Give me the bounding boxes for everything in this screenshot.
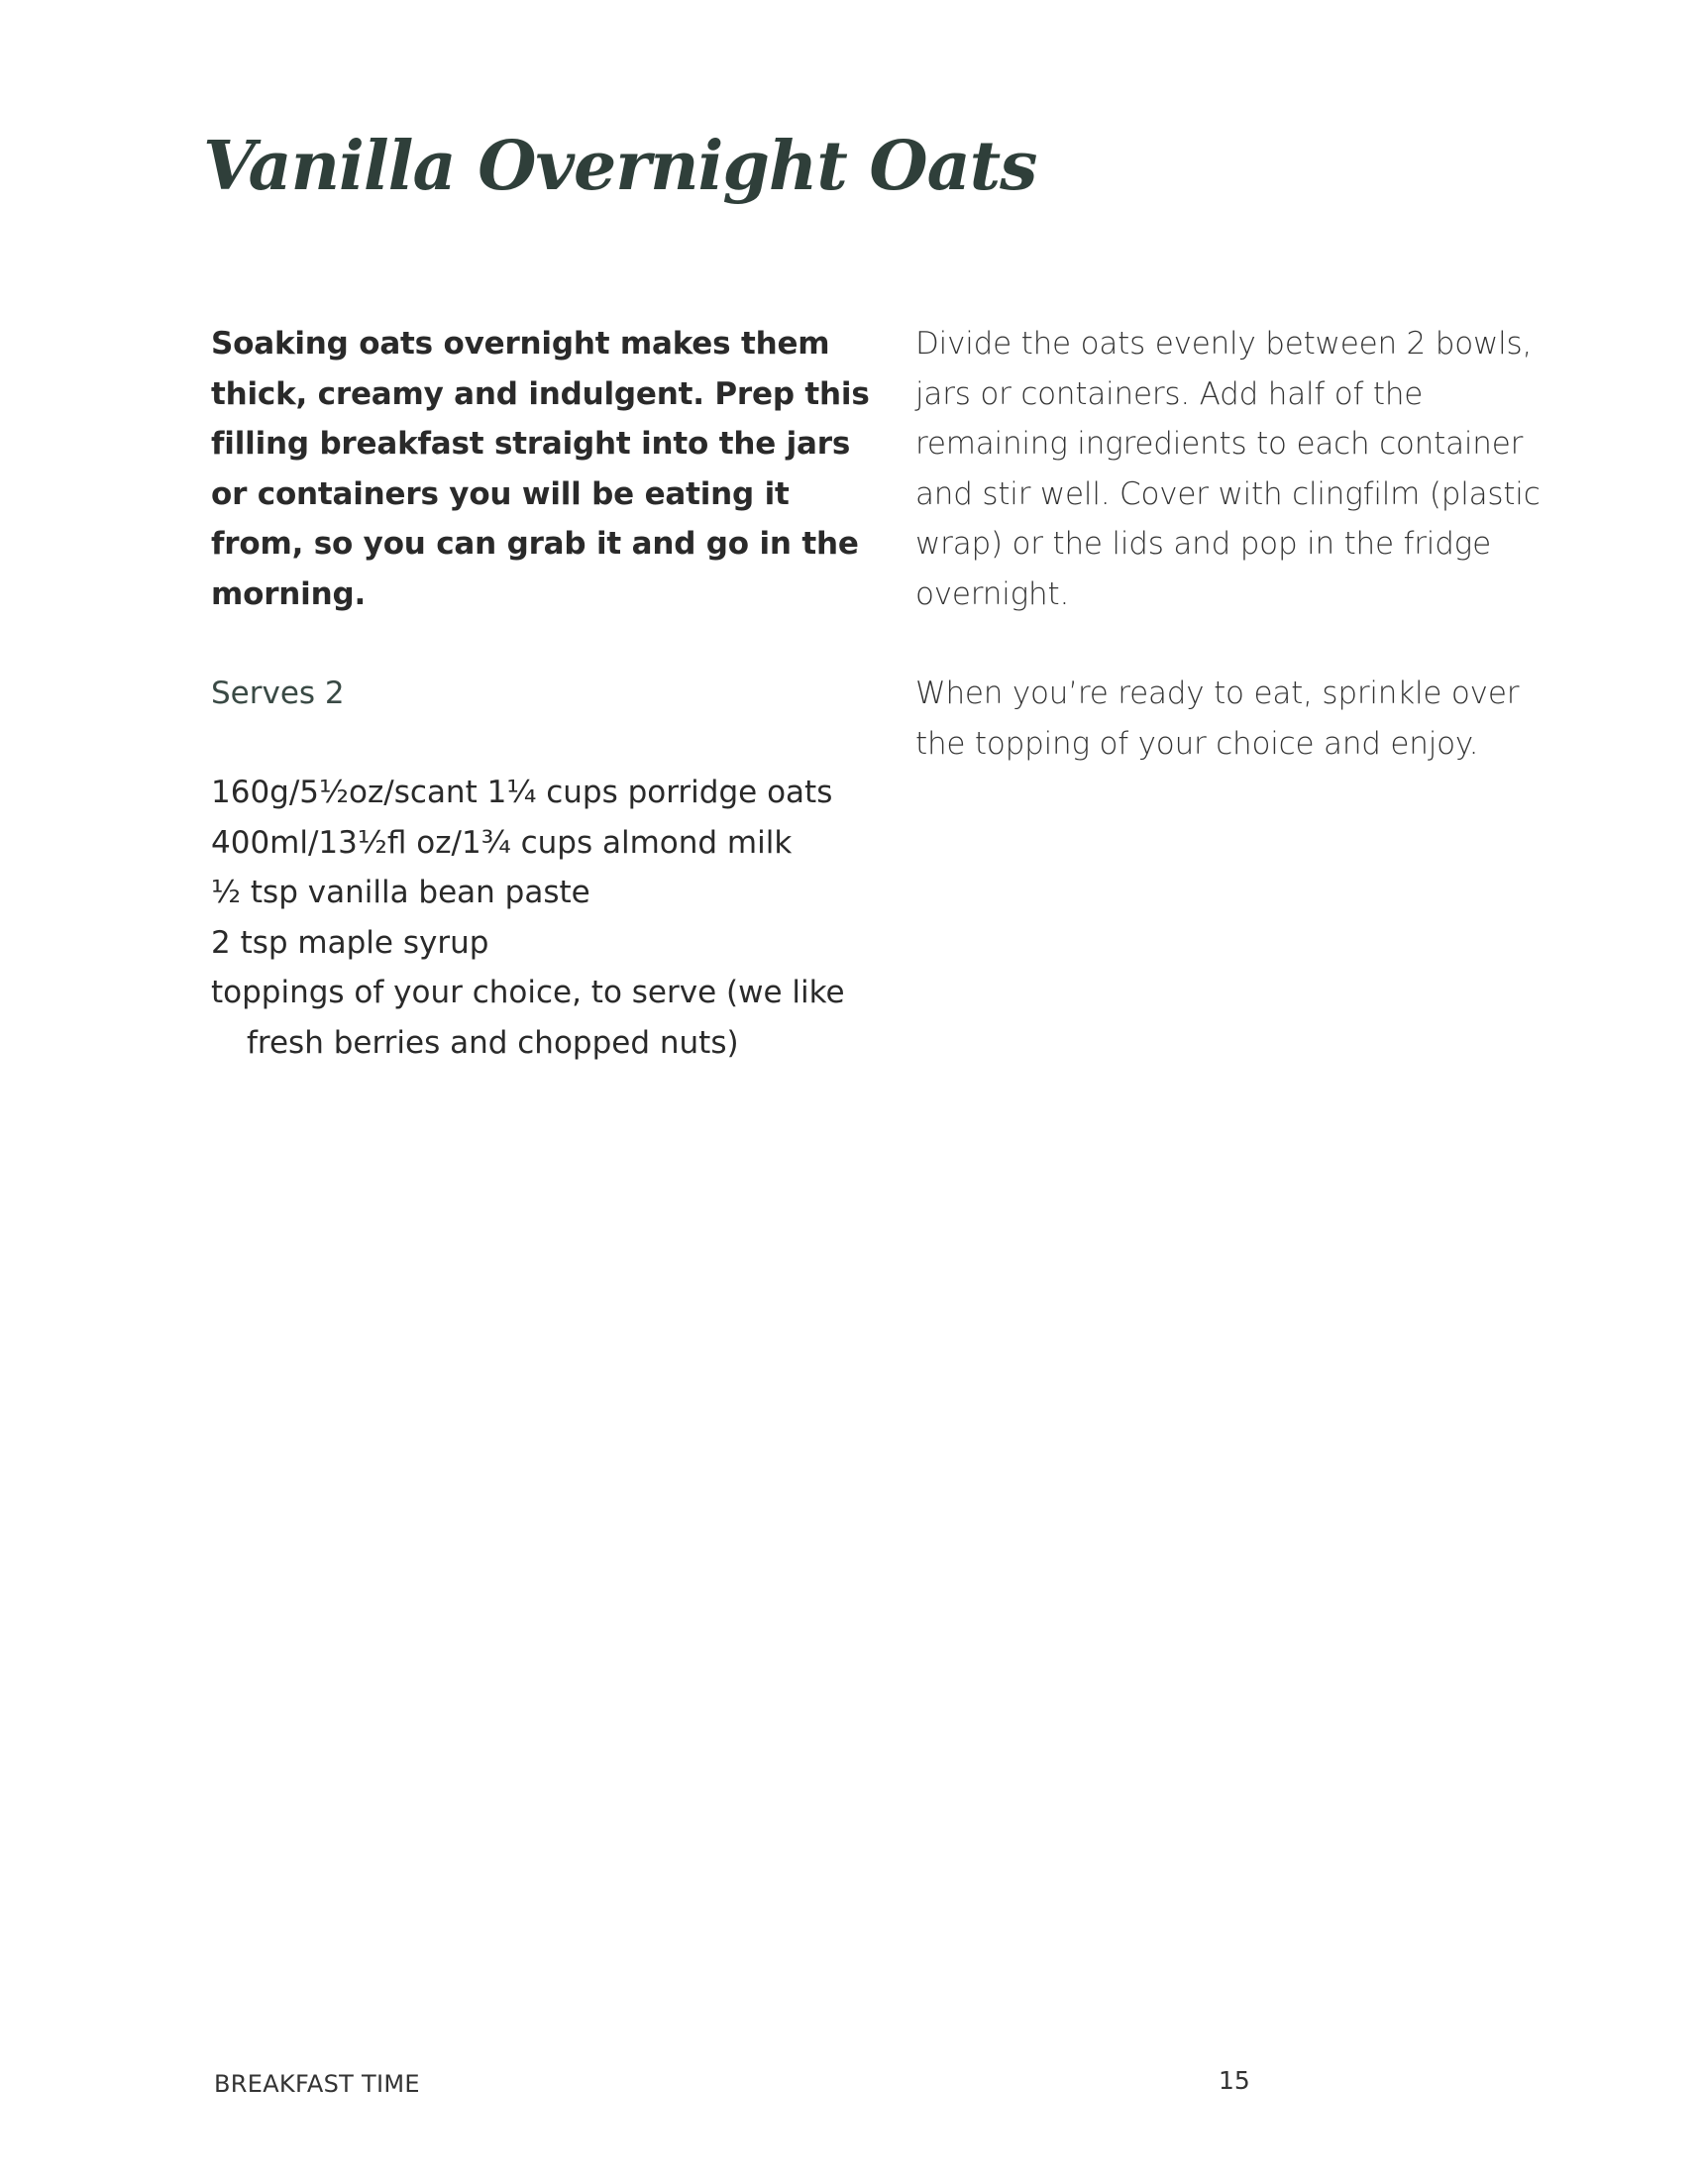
ingredient-item: toppings of your choice, to serve (we like fresh berries and chopped nuts) — [211, 975, 845, 1061]
footer-section-title: BREAKFAST TIME — [214, 2070, 420, 2098]
ingredient-item: ½ tsp vanilla bean paste — [211, 875, 590, 910]
method-step: When you’re ready to eat, sprinkle over the topping of your choice and enjoy. — [915, 676, 1520, 762]
method-column — [915, 319, 1549, 818]
recipe-title: Vanilla Overnight Oats — [203, 127, 1037, 206]
ingredient-item: 2 tsp maple syrup — [211, 924, 489, 961]
ingredient-item: 160g/5½oz/scant 1¼ cups porridge oats — [211, 775, 833, 810]
recipe-intro: Soaking oats overnight makes them thick, creamy and indulgent. Prep this filling breakfast straight into the jars or containers you will be eating it from, so you can grab it and go in the morning. — [211, 326, 870, 612]
ingredient-list — [211, 768, 885, 1068]
method-step: Divide the oats evenly between 2 bowls, jars or containers. Add half of the remaining ingredients to each container and stir well. Cover with clingfilm (plastic wrap) or the lids and pop in the fridge overnight. — [915, 326, 1541, 612]
ingredient-item: 400ml/13½fl oz/1¾ cups almond milk — [211, 824, 793, 861]
left-column — [211, 319, 885, 1068]
serves-label: Serves 2 — [211, 676, 345, 711]
page-number: 15 — [1219, 2066, 1250, 2095]
